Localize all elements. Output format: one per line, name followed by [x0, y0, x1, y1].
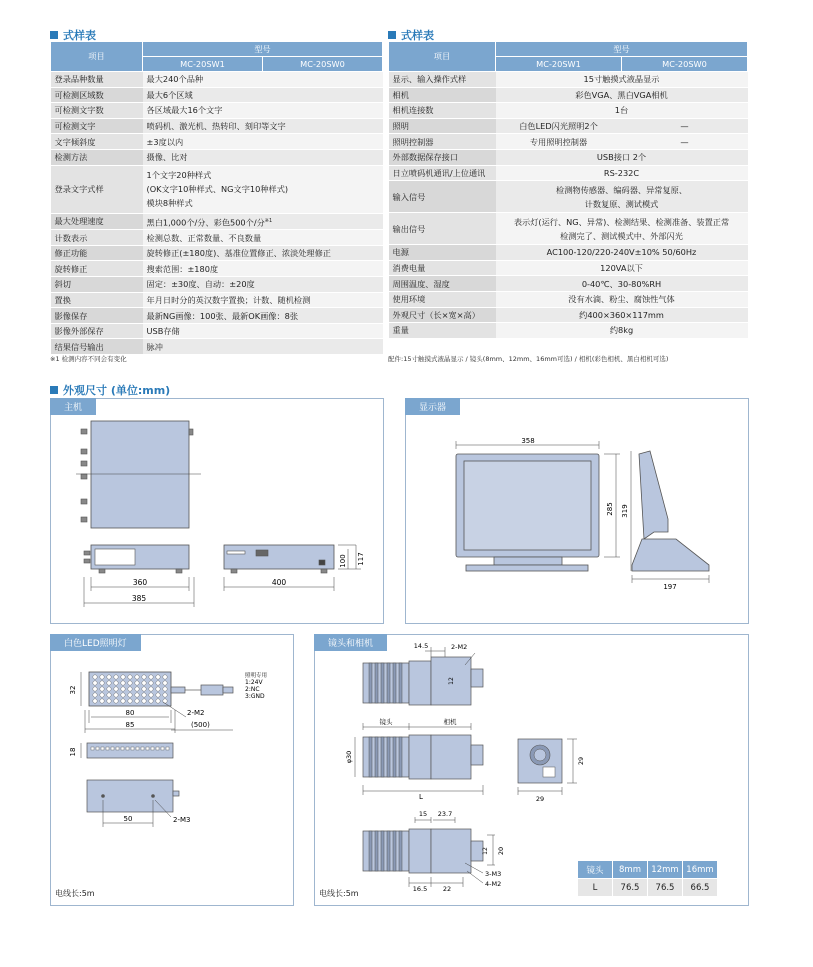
led-dot	[142, 693, 146, 697]
header-model: 型号	[143, 42, 383, 57]
camera-bottom-view	[431, 829, 471, 873]
led-dot	[128, 699, 132, 703]
table-row: 相机连接数 1台	[389, 103, 748, 119]
led-dot	[128, 675, 132, 679]
led-dot	[121, 675, 125, 679]
lens-header-8mm: 8mm	[613, 861, 648, 879]
led-side-dot	[166, 747, 169, 750]
led-cable-length: 电线长:5m	[55, 889, 95, 898]
led-dot	[93, 699, 97, 703]
dim-phi30: φ30	[345, 750, 353, 764]
dim-18: 18	[69, 747, 77, 757]
led-side-dot	[136, 747, 139, 750]
monitor-drawing	[406, 399, 748, 623]
square-bullet-icon	[50, 386, 58, 394]
header-model: 型号	[496, 42, 748, 57]
led-dot	[149, 687, 153, 691]
header-model-2: MC-20SW0	[622, 57, 748, 72]
led-dot	[163, 687, 167, 691]
dim-20: 20	[497, 846, 505, 856]
table-row: 显示、输入操作式样 15寸触摸式液晶显示	[389, 72, 748, 88]
header-item: 项目	[389, 42, 496, 72]
header-item: 项目	[51, 42, 143, 72]
dim-80: 80	[125, 709, 135, 717]
camera-side-view	[431, 735, 471, 779]
led-dot	[114, 687, 118, 691]
led-dot	[163, 693, 167, 697]
led-drawing	[51, 635, 293, 905]
table-row: 相机 彩色VGA、黑白VGA相机	[389, 87, 748, 103]
lens-rib	[375, 663, 378, 703]
header-model-2: MC-20SW0	[263, 57, 383, 72]
led-side-dot	[106, 747, 109, 750]
dim-15: 15	[418, 810, 428, 818]
led-dot	[114, 675, 118, 679]
led-dot	[163, 675, 167, 679]
led-dot	[93, 675, 97, 679]
table-row: 照明控制器 专用照明控制器 —	[389, 134, 748, 150]
lens-header-12mm: 12mm	[648, 861, 683, 879]
lens-camera-panel	[314, 634, 749, 906]
right-section-title: 式样表	[388, 27, 434, 43]
led-side-view	[87, 743, 173, 758]
led-side-dot	[131, 747, 134, 750]
pin-1: 1:24V	[245, 679, 263, 686]
dim-360: 360	[132, 578, 148, 587]
lens-rib	[381, 737, 384, 777]
dim-117: 117	[357, 552, 365, 566]
led-dot	[142, 675, 146, 679]
led-dot	[135, 693, 139, 697]
table-row: 登录文字式样 1个文字20种样式 (OK文字10种样式、NG文字10种样式) 模块8种样式	[51, 165, 383, 213]
table-row: 周围温度、湿度 0-40℃、30-80%RH	[389, 276, 748, 292]
dim-50: 50	[123, 815, 133, 823]
dim-14-5: 14.5	[413, 642, 429, 650]
dim-400: 400	[271, 578, 287, 587]
table-row: 置换 年月日时分的英汉数字置换；计数、随机检测	[51, 292, 383, 308]
led-panel	[50, 634, 294, 906]
right-footnote: 配件:15寸触摸式液晶显示 / 镜头(8mm、12mm、16mm可选) / 相机(彩色相机、黑白相机可选)	[388, 355, 669, 363]
lens-rib	[399, 737, 402, 777]
pin-title: 照明专用	[245, 673, 268, 679]
dim-23-7: 23.7	[437, 810, 453, 818]
lens-rib	[393, 831, 396, 871]
table-row: 外部数据保存接口 USB接口 2个	[389, 149, 748, 165]
dim-319: 319	[621, 504, 629, 518]
table-row: 登录品种数量 最大240个品种	[51, 72, 383, 88]
lens-rib	[387, 663, 390, 703]
table-row: 斜切 固定：±30度、自动：±20度	[51, 277, 383, 293]
dim-32: 32	[69, 685, 77, 695]
led-dot	[100, 699, 104, 703]
led-side-dot	[91, 747, 94, 750]
label-3-m3: 3-M3	[485, 870, 502, 878]
led-dot	[107, 681, 111, 685]
square-bullet-icon	[388, 31, 396, 39]
led-side-dot	[126, 747, 129, 750]
monitor-tab: 显示器	[405, 398, 460, 415]
led-dot	[107, 699, 111, 703]
label-2-m3: 2-M3	[173, 816, 191, 824]
led-dot	[100, 675, 104, 679]
table-row: 电源 AC100-120/220-240V±10% 50/60Hz	[389, 245, 748, 261]
led-dot	[114, 699, 118, 703]
dim-100: 100	[339, 554, 347, 568]
led-dot	[149, 699, 153, 703]
dim-85: 85	[125, 721, 135, 729]
right-spec-table	[388, 41, 748, 339]
led-dot	[114, 681, 118, 685]
dim-285: 285	[606, 502, 614, 516]
label-2-m2: 2-M2	[451, 643, 468, 651]
table-row: 计数表示 检测总数、正常数量、不良数量	[51, 230, 383, 246]
led-dot	[121, 699, 125, 703]
led-dot	[149, 693, 153, 697]
led-dot	[121, 687, 125, 691]
led-dot	[135, 675, 139, 679]
led-dot	[93, 681, 97, 685]
table-row: 可检测区域数 最大6个区域	[51, 87, 383, 103]
label-2-m2: 2-M2	[187, 709, 205, 717]
table-row: 修正功能 旋转修正(±180度)、基准位置修正、浓淡处理修正	[51, 245, 383, 261]
main-unit-panel	[50, 398, 384, 624]
led-side-dot	[96, 747, 99, 750]
led-dot	[121, 681, 125, 685]
dim-22: 22	[442, 885, 452, 893]
dim-16-5: 16.5	[412, 885, 428, 893]
lens-camera-cable-length: 电线长:5m	[319, 889, 359, 898]
led-dot	[149, 681, 153, 685]
pin-3: 3:GND	[245, 693, 265, 700]
table-row: 输出信号 表示灯(运行、NG、异常)、检测结果、检测准备、装置正常 检测完了、测试模式中、外部闪光	[389, 213, 748, 245]
table-row: 消费电量 120VA以下	[389, 260, 748, 276]
monitor-side-view	[639, 451, 668, 539]
dim-29-width: 29	[535, 795, 545, 803]
dim-29-height: 29	[577, 756, 585, 766]
table-row: 最大处理速度 黑白1,000个/分、彩色500个/分$^{※1}$	[51, 213, 383, 230]
table-row: 检测方法 摄像、比对	[51, 149, 383, 165]
lens-rib	[381, 663, 384, 703]
led-tab: 白色LED照明灯	[50, 634, 141, 651]
main-unit-front-view	[224, 545, 334, 569]
main-unit-tab: 主机	[50, 398, 96, 415]
led-dot	[135, 681, 139, 685]
led-dot	[156, 687, 160, 691]
left-footnote: ※1 检测内容不同会有变化	[50, 355, 127, 363]
dim-358: 358	[521, 437, 535, 445]
led-dot	[142, 687, 146, 691]
label-cable-500: (500)	[191, 721, 210, 729]
main-unit-top-view	[91, 421, 189, 528]
table-row: 照明 白色LED闪光照明2个 —	[389, 118, 748, 134]
led-dot	[107, 693, 111, 697]
table-row: 影像外部保存 USB存储	[51, 323, 383, 339]
lens-rib	[381, 831, 384, 871]
label-4-m2: 4-M2	[485, 880, 502, 888]
lens-rib	[369, 737, 372, 777]
led-dot	[100, 687, 104, 691]
table-row: 可检测文字数 各区域最大16个文字	[51, 103, 383, 119]
lens-rib	[393, 663, 396, 703]
label-camera: 相机	[443, 718, 457, 726]
led-bottom-view	[87, 780, 173, 812]
monitor-screen	[464, 461, 591, 550]
led-side-dot	[146, 747, 149, 750]
dim-L: L	[419, 793, 423, 801]
square-bullet-icon	[50, 31, 58, 39]
led-dot	[156, 699, 160, 703]
led-dot	[128, 687, 132, 691]
lens-rib	[387, 737, 390, 777]
led-dot	[149, 675, 153, 679]
table-row: 外观尺寸（长×宽×高） 约400×360×117mm	[389, 307, 748, 323]
table-row: 旋转修正 搜索范围：±180度	[51, 261, 383, 277]
led-dot	[93, 693, 97, 697]
table-row: 输入信号 检测物传感器、编码器、异常复原、 计数复原、测试模式	[389, 181, 748, 213]
label-lens: 镜头	[379, 718, 393, 726]
table-row: 重量 约8kg	[389, 323, 748, 339]
led-dot	[128, 681, 132, 685]
table-row: 日立喷码机通讯/上位通讯 RS-232C	[389, 165, 748, 181]
led-dot	[156, 681, 160, 685]
lens-rib	[369, 831, 372, 871]
lens-rib	[375, 831, 378, 871]
led-dot	[100, 681, 104, 685]
led-side-dot	[161, 747, 164, 750]
led-dot	[107, 675, 111, 679]
lens-rib	[399, 831, 402, 871]
table-row: 使用环境 没有水滴、粉尘、腐蚀性气体	[389, 291, 748, 307]
led-dot	[156, 675, 160, 679]
led-dot	[142, 699, 146, 703]
table-row: 文字倾斜度 ±3度以内	[51, 134, 383, 150]
header-model-1: MC-20SW1	[143, 57, 263, 72]
led-dot	[93, 687, 97, 691]
led-side-dot	[116, 747, 119, 750]
dim-385: 385	[131, 594, 147, 603]
table-row: 可检测文字 喷码机、激光机、热转印、刻印等文字	[51, 118, 383, 134]
led-dot	[121, 693, 125, 697]
lens-camera-tab: 镜头和相机	[314, 634, 387, 651]
led-dot	[163, 681, 167, 685]
monitor-panel	[405, 398, 749, 624]
led-dot	[128, 693, 132, 697]
left-section-title: 式样表	[50, 27, 96, 43]
main-unit-drawing	[51, 399, 383, 623]
dim-12: 12	[448, 677, 455, 685]
table-row: 影像保存 最新NG画像：100张、最新OK画像：8张	[51, 308, 383, 324]
led-dot	[156, 693, 160, 697]
led-side-dot	[121, 747, 124, 750]
led-side-dot	[141, 747, 144, 750]
lens-rib	[399, 663, 402, 703]
led-side-dot	[151, 747, 154, 750]
lens-header-16mm: 16mm	[683, 861, 718, 879]
led-dot	[114, 693, 118, 697]
dim-12-bottom: 12	[482, 847, 489, 855]
lens-rib	[387, 831, 390, 871]
led-dot	[135, 687, 139, 691]
dimensions-section-title: 外观尺寸 (单位:mm)	[50, 382, 170, 398]
lens-header-label: 镜头	[578, 861, 613, 879]
led-side-dot	[156, 747, 159, 750]
lens-rib	[369, 663, 372, 703]
lens-length-table	[577, 860, 718, 897]
led-side-dot	[111, 747, 114, 750]
pin-2: 2:NC	[245, 686, 260, 693]
table-row: L 76.5 76.5 66.5	[578, 879, 718, 897]
led-dot	[100, 693, 104, 697]
dim-197: 197	[663, 583, 677, 591]
left-spec-table	[50, 41, 383, 355]
led-side-dot	[101, 747, 104, 750]
lens-rib	[393, 737, 396, 777]
lens-rib	[375, 737, 378, 777]
header-model-1: MC-20SW1	[496, 57, 622, 72]
led-dot	[142, 681, 146, 685]
table-row: 结果信号输出 脉冲	[51, 339, 383, 355]
led-dot	[107, 687, 111, 691]
led-dot	[135, 699, 139, 703]
